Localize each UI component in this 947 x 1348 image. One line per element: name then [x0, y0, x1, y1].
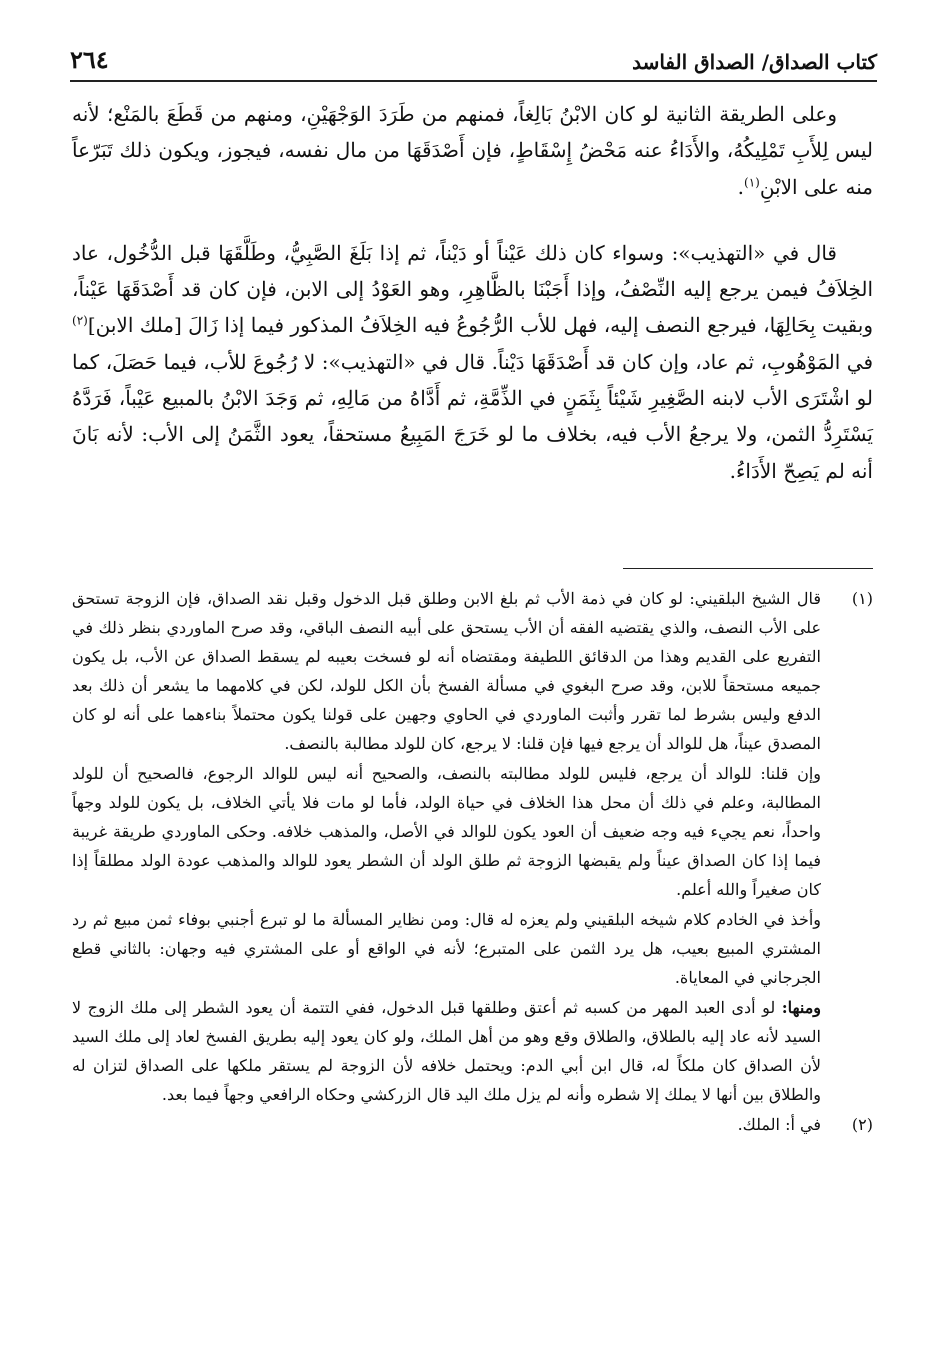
footnote-lead: ومنها: [781, 998, 822, 1017]
footnote-ref-2: (٢) [72, 313, 88, 328]
footnote-2 [72, 1110, 873, 1140]
footnote-ref-1: (١) [744, 174, 760, 189]
footnote-number: (٢) [851, 1115, 873, 1134]
paragraph-2-text-a: قال في «التهذيب»: وسواء كان ذلك عَيْناً أو دَيْناً، ثم إذا بَلَغَ الصَّبِيُّ، وطَلَّقَهَا قبل الدُّخُول، عاد الخِلاَفُ فيمن يرجع إليه النِّصْفُ، وإذا أَجَبْنَا بالظَّاهِرِ، وهو العَوْدُ إلى الابن، فإن كان قد أَصْدَقَهَا عَيْناً، وبقيت بِحَالِهَا، فيرجع النصف إليه، فهل للأب الرُّجُوعُ فيه الخِلاَفُ المذكور فيما إذا زَالَ [ملك الابن] [72, 240, 873, 338]
footnote-text: وإن قلنا: للوالد أن يرجع، فليس للولد مطالبته بالنصف، والصحيح أنه ليس للوالد الرجوع، فالصحيح أن للولد المطالبة، وعلم في ذلك أن محل هذا الخلاف في حياة الولد، فأما لو مات فلا يأتي الخلاف، بل يكون للولد وجهاً واحداً، نعم يجيء فيه وجه ضعيف أن العود يكون للوالد في الأصل، والمذهب خلافه. وحكى الماوردي طريقة غريبة فيما إذا كان الصداق عيناً ولم يقبضها الزوجة ثم طلق الولد أن الشطر يعود للوالد والمذهب عودة الولد مطلقاً إذا كان صغيراً والله أعلم. [72, 764, 821, 899]
footnote-paragraph [72, 759, 821, 904]
running-title: كتاب الصداق/ الصداق الفاسد [632, 50, 877, 74]
footnote-text: في أ: الملك. [737, 1115, 821, 1134]
footnote-1 [72, 584, 873, 1110]
running-header [70, 36, 877, 82]
paragraph-2-text-b: في المَوْهُوبِ، ثم عاد، وإن كان قد أَصْدَقَهَا دَيْناً. قال في «التهذيب»: لا رُجُوعَ للأب، فيما حَصَلَ، كما لو اشْتَرَى الأب لابنه الصَّغِيرِ شَيْئاً بِثَمَنٍ في الذِّمَّةِ، ثم أَدَّاهُ من مَالِهِ، ثم وَجَدَ الابْنُ بالمبيع عَيْباً، فَرَدَّهُ يَسْتَرِدُّ الثمن، ولا يرجعُ الأب فيه، بخلاف ما لو خَرَجَ المَبِيعُ مستحقاً، يعود الثَّمَنُ إلى الأب: لأنه بَانَ أنه لم يَصِحّ الأَدَاءُ. [72, 349, 873, 483]
main-text [72, 96, 873, 489]
footnote-number: (١) [851, 589, 873, 608]
paragraph-1-text: وعلى الطريقة الثانية لو كان الابْنُ بَالِغاً، فمنهم من طَرَدَ الوَجْهَيْنِ، ومنهم من قَطَعَ بالمَنْع؛ لأنه ليس لِلأَبِ تَمْلِيكُهُ، والأَدَاءُ عنه مَحْضُ إِسْقَاطٍ، فإن أَصْدَقَهَا من مال نفسه، فيجوز، ويكون ذلك تَبَرّعاً منه على الابْنِ [72, 102, 873, 199]
footnote-paragraph [72, 584, 821, 758]
footnote-text: قال الشيخ البلقيني: لو كان في ذمة الأب ثم بلغ الابن وطلق قبل الدخول وقبل نقد الصداق، فإن الزوجة تستحق على الأب النصف، والذي يقتضيه الفقه أن الأب يستحق على أبيه النصف الباقي، وقد صرح الماوردي بنظر ذلك في التفريع على القديم وهذا من الدقائق اللطيفة ومقتضاه أنه لو فسخت بعيبه لم يسقط الصداق عن الأب، بل يكون جميعه مستحقاً للابن، وقد صرح البغوي في مسألة الفسخ بأن الكل للولد، لكن في كلامهما ما يشعر أن ذلك بعد الدفع وليس بشرط لما تقرر وأثبت الماوردي في الحاوي وجهين على قولنا يكون محتملاً بناءهما على أنه لو كان المصدق عيناً، هل للوالد أن يرجع فيها فإن قلنا: لا يرجع، كان للولد مطالبة بالنصف. [72, 589, 822, 753]
paragraph-2 [72, 235, 873, 489]
footnote-paragraph [72, 905, 821, 992]
footnote-text: وأخذ في الخادم كلام شيخه البلقيني ولم يعزه له قال: ومن نظاير المسألة ما لو تبرع أجنبي بوفاء ثمن مبيع ثم رد المشتري المبيع بعيب، هل يرد الثمن على المتبرع؛ لأنه في الواقع أو على المشتري فيه وجهان: بالثاني قطع الجرجاني في المعاياة. [72, 910, 822, 987]
footnote-body [72, 1110, 821, 1140]
paragraph-1-end: . [737, 174, 744, 199]
page-number: ٢٦٤ [70, 45, 109, 74]
paragraph-1 [72, 96, 873, 205]
footnote-paragraph [72, 1110, 821, 1139]
footnote-body [72, 584, 821, 1110]
footnote-paragraph [72, 993, 821, 1109]
footnote-divider [623, 568, 873, 569]
footnotes [72, 584, 873, 1140]
footnote-text: لو أدى العبد المهر من كسبه ثم أعتق وطلقها قبل الدخول، ففي التتمة أن يعود الشطر إلى ملك الزوج لا السيد لأنه عاد إليه بالطلاق، والطلاق وقع وهو من أهل الملك، ولو كان يعود إليه بطريق الفسخ لعاد إلى ملك السيد لأن الصداق كان ملكاً له، قال ابن أبي الدم: ويحتمل خلافه لأن الزوجة لم يستقر ملكها على الصداق لتزان له والطلاق بين أنها لا يملك إلا شطره وأنه لم يزل ملك اليد قال الزركشي وحكاه الرافعي وجهاً فيما بعد. [72, 998, 821, 1104]
